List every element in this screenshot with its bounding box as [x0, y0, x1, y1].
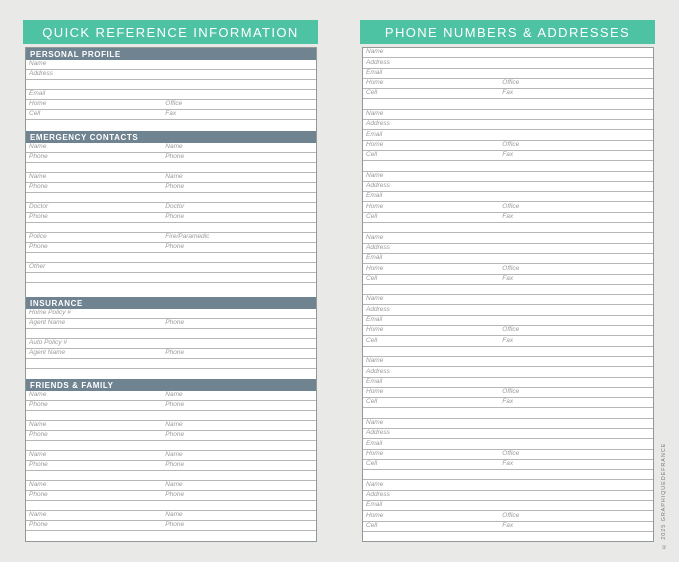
ruled-line-address-block4 [363, 244, 653, 254]
field-label: Cell [366, 89, 378, 97]
right-page [360, 20, 655, 542]
field-label: Fax [502, 89, 514, 97]
field-label: Phone [29, 431, 48, 438]
right-page-title: PHONE NUMBERS & ADDRESSES [384, 24, 631, 40]
ruled-line-home-office-block4 [363, 264, 653, 274]
field-label: Name [165, 143, 183, 150]
field-label: Office [502, 140, 520, 148]
ruled-line-blank [26, 193, 316, 203]
ruled-line-cell-fax-block5 [363, 336, 653, 346]
section-header-friends-family: FRIENDS & FAMILY [26, 379, 316, 391]
section-header-emergency-contacts: EMERGENCY CONTACTS [26, 131, 316, 143]
ruled-line-name-block2 [363, 110, 653, 120]
ruled-line-cell-fax-block2 [363, 151, 653, 161]
ruled-line-home-office [26, 100, 316, 110]
field-label: Office [502, 511, 520, 519]
field-label: Address [366, 429, 390, 437]
field-label: Name [165, 481, 183, 488]
copyright-text: © 2025 GRAPHIQUEDEFRANCE [661, 442, 667, 549]
field-label: Name [29, 60, 47, 67]
ruled-line-home-policy [26, 309, 316, 319]
field-label: Email [29, 90, 46, 97]
field-label: Phone [29, 183, 48, 190]
ruled-line-address-block8 [363, 491, 653, 501]
field-label: Name [165, 173, 183, 180]
ruled-line-cell-fax-block3 [363, 213, 653, 223]
field-label: Name [366, 48, 384, 56]
field-label: Cell [29, 110, 41, 117]
field-label: Email [366, 68, 383, 76]
field-label: Office [165, 100, 183, 107]
field-label: Email [366, 439, 383, 447]
field-label: Email [366, 501, 383, 509]
ruled-line-phone-phone [26, 243, 316, 253]
ruled-line-cell-fax-block4 [363, 275, 653, 285]
ruled-line-name-block7 [363, 419, 653, 429]
ruled-line-blank-block6 [363, 408, 653, 418]
ruled-line-email-block8 [363, 501, 653, 511]
field-label: Name [29, 481, 47, 488]
left-page [23, 20, 318, 542]
field-label: Phone [29, 153, 48, 160]
field-label: Phone [29, 401, 48, 408]
field-label: Phone [165, 491, 185, 498]
ruled-line-blank-block8 [363, 532, 653, 541]
section-header-personal-profile: PERSONAL PROFILE [26, 48, 316, 60]
field-label: Phone [165, 213, 185, 220]
field-label: Email [366, 377, 383, 385]
field-label: Name [165, 451, 183, 458]
field-label: Name [366, 480, 384, 488]
ruled-line-blank-block1 [363, 99, 653, 109]
ruled-line-email [26, 90, 316, 100]
ruled-line-name-block6 [363, 357, 653, 367]
ruled-line-blank [26, 501, 316, 511]
field-label: Doctor [29, 203, 49, 210]
field-label: Name [366, 233, 384, 241]
ruled-line-cell-fax-block6 [363, 398, 653, 408]
field-label: Fax [502, 213, 514, 221]
ruled-line-email-block1 [363, 69, 653, 79]
field-label: Phone [165, 349, 185, 356]
ruled-line-home-office-block6 [363, 388, 653, 398]
ruled-line-name-block4 [363, 233, 653, 243]
ruled-line-other [26, 263, 316, 273]
ruled-line-phone-phone [26, 213, 316, 223]
ruled-line-blank-block4 [363, 285, 653, 295]
ruled-line-agent-name-phone [26, 319, 316, 329]
field-label: Fax [502, 460, 514, 468]
field-label: Name [366, 171, 384, 179]
field-label: Home [366, 140, 384, 148]
left-page-title-bar [23, 20, 318, 44]
ruled-line-home-office-block8 [363, 511, 653, 521]
ruled-line-name-name [26, 511, 316, 521]
ruled-line-home-office-block2 [363, 141, 653, 151]
ruled-line-address-block3 [363, 182, 653, 192]
field-label: Fire/Paramedic [165, 233, 210, 240]
ruled-line-name-name [26, 391, 316, 401]
field-label: Name [366, 418, 384, 426]
ruled-line-blank [26, 359, 316, 369]
field-label: Cell [366, 460, 378, 468]
field-label: Agent Name [29, 349, 66, 356]
left-page-content [25, 47, 317, 542]
field-label: Office [502, 79, 520, 87]
ruled-line-phone-phone [26, 461, 316, 471]
field-label: Phone [165, 183, 185, 190]
ruled-line-cell-fax-block1 [363, 89, 653, 99]
field-label: Address [366, 120, 390, 128]
ruled-line-phone-phone [26, 491, 316, 501]
ruled-line-home-office-block7 [363, 450, 653, 460]
field-label: Address [366, 305, 390, 313]
ruled-line-agent-name-phone [26, 349, 316, 359]
field-label: Name [366, 110, 384, 118]
field-label: Name [29, 143, 47, 150]
ruled-line-address-block6 [363, 367, 653, 377]
field-label: Agent Name [29, 319, 66, 326]
field-label: Address [29, 70, 53, 77]
field-label: Name [29, 391, 47, 398]
field-label: Phone [165, 401, 185, 408]
ruled-line-blank [26, 223, 316, 233]
ruled-line-address-block2 [363, 120, 653, 130]
field-label: Home [366, 388, 384, 396]
ruled-line-address-block1 [363, 58, 653, 68]
field-label: Name [165, 391, 183, 398]
field-label: Name [29, 421, 47, 428]
field-label: Home [366, 326, 384, 334]
ruled-line-name-name [26, 451, 316, 461]
ruled-line-name-block5 [363, 295, 653, 305]
left-page-title: QUICK REFERENCE INFORMATION [42, 24, 299, 40]
field-label: Home [366, 264, 384, 272]
field-label: Cell [366, 336, 378, 344]
field-label: Name [366, 295, 384, 303]
ruled-line-email-block7 [363, 439, 653, 449]
field-label: Email [366, 316, 383, 324]
ruled-line-name-block1 [363, 48, 653, 58]
ruled-line-email-block4 [363, 254, 653, 264]
ruled-line-auto-policy [26, 339, 316, 349]
field-label: Name [29, 173, 47, 180]
ruled-line-home-office-block3 [363, 202, 653, 212]
field-label: Email [366, 254, 383, 262]
field-label: Name [165, 511, 183, 518]
field-label: Address [366, 243, 390, 251]
field-label: Fax [502, 274, 514, 282]
field-label: Address [366, 491, 390, 499]
section-header-insurance: INSURANCE [26, 297, 316, 309]
field-label: Phone [165, 461, 185, 468]
field-label: Fax [165, 110, 177, 117]
ruled-line-police-fire-paramedic [26, 233, 316, 243]
field-label: Address [366, 58, 390, 66]
field-label: Phone [165, 521, 185, 528]
field-label: Phone [165, 319, 185, 326]
field-label: Office [502, 326, 520, 334]
field-label: Home Policy # [29, 309, 71, 316]
ruled-line-name-block3 [363, 172, 653, 182]
ruled-line-name-name [26, 143, 316, 153]
field-label: Phone [165, 153, 185, 160]
field-label: Fax [502, 521, 514, 529]
field-label: Office [502, 388, 520, 396]
field-label: Home [366, 202, 384, 210]
field-label: Phone [29, 461, 48, 468]
field-label: Police [29, 233, 47, 240]
ruled-line-email-block6 [363, 378, 653, 388]
field-label: Fax [502, 151, 514, 159]
field-label: Email [366, 130, 383, 138]
ruled-line-phone-phone [26, 431, 316, 441]
field-label: Home [366, 79, 384, 87]
field-label: Address [366, 182, 390, 190]
ruled-line-home-office-block1 [363, 79, 653, 89]
field-label: Name [29, 451, 47, 458]
field-label: Cell [366, 274, 378, 282]
ruled-line-email-block3 [363, 192, 653, 202]
ruled-line-blank [26, 163, 316, 173]
ruled-line-address-block5 [363, 305, 653, 315]
field-label: Home [366, 511, 384, 519]
field-label: Fax [502, 398, 514, 406]
field-label: Other [29, 263, 46, 270]
ruled-line-phone-phone [26, 521, 316, 531]
ruled-line-phone-phone [26, 401, 316, 411]
ruled-line-email-block5 [363, 316, 653, 326]
field-label: Doctor [165, 203, 185, 210]
field-label: Fax [502, 336, 514, 344]
field-label: Office [502, 449, 520, 457]
ruled-line-phone-phone [26, 153, 316, 163]
ruled-line-name-block8 [363, 480, 653, 490]
ruled-line-home-office-block5 [363, 326, 653, 336]
ruled-line-name-name [26, 173, 316, 183]
field-label: Home [29, 100, 47, 107]
ruled-line-blank [26, 471, 316, 481]
field-label: Phone [29, 491, 48, 498]
field-label: Phone [165, 243, 185, 250]
field-label: Cell [366, 151, 378, 159]
ruled-line-blank [26, 253, 316, 263]
ruled-line-name-name [26, 421, 316, 431]
field-label: Name [29, 511, 47, 518]
ruled-line-doctor-doctor [26, 203, 316, 213]
ruled-line-cell-fax [26, 110, 316, 120]
ruled-line-blank [26, 80, 316, 90]
field-label: Home [366, 449, 384, 457]
field-label: Cell [366, 521, 378, 529]
field-label: Auto Policy # [29, 339, 67, 346]
ruled-line-address-block7 [363, 429, 653, 439]
field-label: Phone [29, 243, 48, 250]
ruled-line-blank [26, 411, 316, 421]
field-label: Cell [366, 398, 378, 406]
field-label: Phone [29, 213, 48, 220]
field-label: Name [165, 421, 183, 428]
ruled-line-blank [26, 441, 316, 451]
ruled-line-cell-fax-block7 [363, 460, 653, 470]
ruled-line-name [26, 60, 316, 70]
field-label: Office [502, 264, 520, 272]
ruled-line-address [26, 70, 316, 80]
right-page-content [362, 47, 654, 542]
field-label: Email [366, 192, 383, 200]
ruled-line-blank-block2 [363, 161, 653, 171]
ruled-line-blank-block7 [363, 470, 653, 480]
ruled-line-blank-block5 [363, 347, 653, 357]
ruled-line-cell-fax-block8 [363, 522, 653, 532]
ruled-line-blank [26, 329, 316, 339]
field-label: Phone [165, 431, 185, 438]
ruled-line-blank-block3 [363, 223, 653, 233]
ruled-line-phone-phone [26, 183, 316, 193]
ruled-line-name-name [26, 481, 316, 491]
field-label: Office [502, 202, 520, 210]
ruled-line-email-block2 [363, 130, 653, 140]
ruled-line-blank [26, 273, 316, 283]
field-label: Phone [29, 521, 48, 528]
right-page-title-bar [360, 20, 655, 44]
field-label: Address [366, 367, 390, 375]
field-label: Name [366, 357, 384, 365]
field-label: Cell [366, 213, 378, 221]
